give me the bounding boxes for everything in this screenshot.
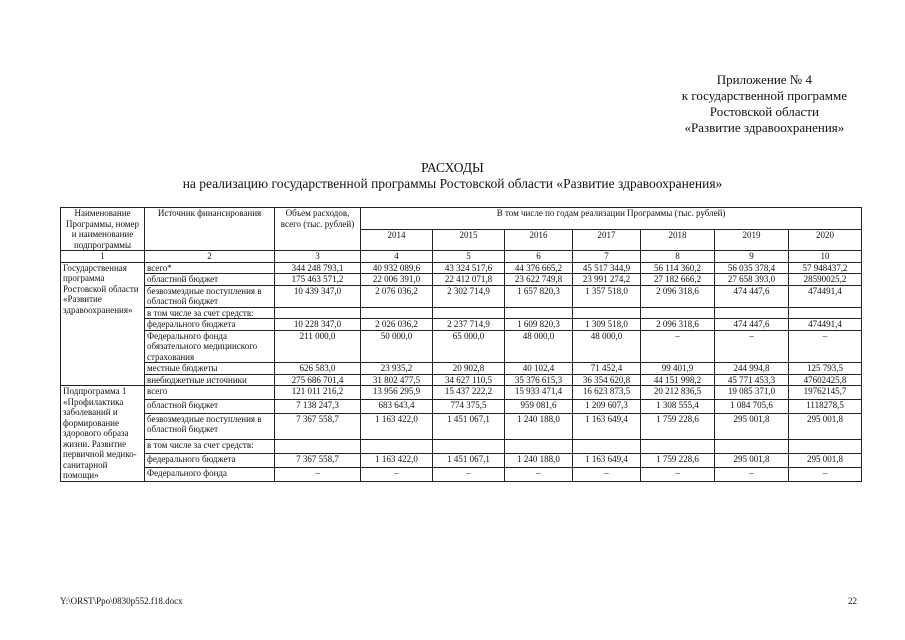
year-amount-cell: 1 163 422,0 bbox=[361, 413, 433, 439]
total-amount-cell: 211 000,0 bbox=[275, 330, 361, 363]
funding-source-cell: внебюджетные источники bbox=[145, 374, 275, 386]
column-index: 6 bbox=[505, 251, 573, 263]
year-amount-cell: 23 622 749,8 bbox=[505, 274, 573, 286]
year-amount-cell: 45 771 453,3 bbox=[715, 374, 789, 386]
year-amount-cell: 47602425,8 bbox=[789, 374, 862, 386]
year-amount-cell: 71 452,4 bbox=[573, 363, 641, 375]
year-amount-cell bbox=[573, 440, 641, 454]
table-row bbox=[61, 413, 862, 439]
header-source: Источник финансирования bbox=[145, 208, 275, 251]
header-year: 2018 bbox=[641, 229, 715, 251]
year-amount-cell: 295 001,8 bbox=[789, 453, 862, 467]
header-year: 2019 bbox=[715, 229, 789, 251]
year-amount-cell: 959 081,6 bbox=[505, 399, 573, 413]
table-row bbox=[61, 374, 862, 386]
year-amount-cell: 1 084 705,6 bbox=[715, 399, 789, 413]
expenses-table bbox=[60, 207, 862, 482]
year-amount-cell: 23 991 274,2 bbox=[573, 274, 641, 286]
year-amount-cell: 1 163 422,0 bbox=[361, 453, 433, 467]
year-amount-cell: 2 237 714,9 bbox=[433, 319, 505, 331]
table-row bbox=[61, 453, 862, 467]
year-amount-cell: 295 001,8 bbox=[789, 413, 862, 439]
funding-source-cell: Федерального фонда bbox=[145, 467, 275, 481]
funding-source-cell: в том числе за счет средств: bbox=[145, 440, 275, 454]
year-amount-cell bbox=[789, 440, 862, 454]
year-amount-cell: 57 948437,2 bbox=[789, 262, 862, 274]
year-amount-cell: 56 114 360,2 bbox=[641, 262, 715, 274]
header-year: 2014 bbox=[361, 229, 433, 251]
funding-source-cell: областной бюджет bbox=[145, 274, 275, 286]
column-index: 10 bbox=[789, 251, 862, 263]
year-amount-cell bbox=[715, 440, 789, 454]
year-amount-cell bbox=[361, 307, 433, 319]
year-amount-cell: 19 085 371,0 bbox=[715, 386, 789, 400]
year-amount-cell: 2 302 714,9 bbox=[433, 285, 505, 307]
year-amount-cell: 474 447,6 bbox=[715, 285, 789, 307]
year-amount-cell: 15 437 222,2 bbox=[433, 386, 505, 400]
year-amount-cell: 1 759 228,6 bbox=[641, 413, 715, 439]
table-row bbox=[61, 399, 862, 413]
year-amount-cell bbox=[505, 307, 573, 319]
year-amount-cell: 774 375,5 bbox=[433, 399, 505, 413]
header-year: 2017 bbox=[573, 229, 641, 251]
table-row bbox=[61, 285, 862, 307]
funding-source-cell: безвозмездные поступления в областной бюджет bbox=[145, 285, 275, 307]
year-amount-cell: 1 163 649,4 bbox=[573, 453, 641, 467]
annex-ref-program: к государственной программе bbox=[681, 88, 847, 103]
year-amount-cell: 1 759 228,6 bbox=[641, 453, 715, 467]
total-amount-cell bbox=[275, 307, 361, 319]
total-amount-cell bbox=[275, 440, 361, 454]
year-amount-cell: – bbox=[505, 467, 573, 481]
program-cell-subprogram-1: Подпрограмма 1 «Профилактика заболеваний и формирование здорового образа жизни. Развитие первичной медико-санитарной помощи» bbox=[61, 386, 145, 482]
column-index: 7 bbox=[573, 251, 641, 263]
year-amount-cell: 244 994,8 bbox=[715, 363, 789, 375]
year-amount-cell: 15 933 471,4 bbox=[505, 386, 573, 400]
total-amount-cell: 626 583,0 bbox=[275, 363, 361, 375]
column-index: 3 bbox=[275, 251, 361, 263]
year-amount-cell: 19762145,7 bbox=[789, 386, 862, 400]
year-amount-cell: 44 151 998,2 bbox=[641, 374, 715, 386]
column-index: 9 bbox=[715, 251, 789, 263]
year-amount-cell: 48 000,0 bbox=[505, 330, 573, 363]
funding-source-cell: федерального бюджета bbox=[145, 319, 275, 331]
year-amount-cell: 45 517 344,9 bbox=[573, 262, 641, 274]
header-year: 2016 bbox=[505, 229, 573, 251]
total-amount-cell: 7 367 558,7 bbox=[275, 453, 361, 467]
year-amount-cell: 1 309 518,0 bbox=[573, 319, 641, 331]
year-amount-cell: 31 802 477,5 bbox=[361, 374, 433, 386]
year-amount-cell: 1 357 518,0 bbox=[573, 285, 641, 307]
year-amount-cell: 44 376 665,2 bbox=[505, 262, 573, 274]
table-row bbox=[61, 319, 862, 331]
funding-source-cell: безвозмездные поступления в областной бюджет bbox=[145, 413, 275, 439]
annex-ref-region: Ростовской области bbox=[709, 104, 819, 119]
year-amount-cell: – bbox=[641, 330, 715, 363]
year-amount-cell: 474491,4 bbox=[789, 285, 862, 307]
year-amount-cell bbox=[433, 440, 505, 454]
funding-source-cell: всего bbox=[145, 386, 275, 400]
column-index: 1 bbox=[61, 251, 145, 263]
total-amount-cell: 7 367 558,7 bbox=[275, 413, 361, 439]
year-amount-cell: – bbox=[789, 330, 862, 363]
header-program: Наименование Программы, номер и наименование подпрограммы bbox=[61, 208, 145, 251]
year-amount-cell: – bbox=[641, 467, 715, 481]
table-row bbox=[61, 274, 862, 286]
year-amount-cell: 1 451 067,1 bbox=[433, 413, 505, 439]
total-amount-cell: 121 011 216,2 bbox=[275, 386, 361, 400]
year-amount-cell: 36 354 620,8 bbox=[573, 374, 641, 386]
funding-source-cell: областной бюджет bbox=[145, 399, 275, 413]
year-amount-cell: 48 000,0 bbox=[573, 330, 641, 363]
year-amount-cell: – bbox=[715, 330, 789, 363]
table-row bbox=[61, 440, 862, 454]
year-amount-cell: 50 000,0 bbox=[361, 330, 433, 363]
year-amount-cell: – bbox=[715, 467, 789, 481]
year-amount-cell bbox=[361, 440, 433, 454]
year-amount-cell: – bbox=[789, 467, 862, 481]
year-amount-cell: 683 643,4 bbox=[361, 399, 433, 413]
footer-file-path: Y:\ORST\Ppo\0830p552.f18.docx bbox=[60, 596, 183, 606]
total-amount-cell: 10 228 347,0 bbox=[275, 319, 361, 331]
year-amount-cell: 27 182 666,2 bbox=[641, 274, 715, 286]
document-heading bbox=[0, 160, 905, 192]
annex-header bbox=[682, 72, 847, 136]
year-amount-cell: 27 658 393,0 bbox=[715, 274, 789, 286]
total-amount-cell: 7 138 247,3 bbox=[275, 399, 361, 413]
year-amount-cell: 13 956 295,9 bbox=[361, 386, 433, 400]
year-amount-cell: 125 793,5 bbox=[789, 363, 862, 375]
year-amount-cell: 34 627 110,5 bbox=[433, 374, 505, 386]
table-body bbox=[61, 262, 862, 481]
year-amount-cell: 43 324 517,6 bbox=[433, 262, 505, 274]
total-amount-cell: 275 686 701,4 bbox=[275, 374, 361, 386]
year-amount-cell: 65 000,0 bbox=[433, 330, 505, 363]
year-amount-cell: – bbox=[573, 467, 641, 481]
total-amount-cell: 175 463 571,2 bbox=[275, 274, 361, 286]
document-title: РАСХОДЫ bbox=[421, 160, 484, 175]
funding-source-cell: местные бюджеты bbox=[145, 363, 275, 375]
year-amount-cell: 295 001,8 bbox=[715, 413, 789, 439]
column-index: 4 bbox=[361, 251, 433, 263]
table-index-row bbox=[61, 251, 862, 263]
column-index: 2 bbox=[145, 251, 275, 263]
program-cell-state-program: Государственная программа Ростовской области «Развитие здравоохранения» bbox=[61, 262, 145, 386]
year-amount-cell: 20 212 836,5 bbox=[641, 386, 715, 400]
column-index: 5 bbox=[433, 251, 505, 263]
year-amount-cell: 1 240 188,0 bbox=[505, 413, 573, 439]
header-year: 2015 bbox=[433, 229, 505, 251]
table-row bbox=[61, 307, 862, 319]
year-amount-cell: 22 412 071,8 bbox=[433, 274, 505, 286]
year-amount-cell: 2 026 036,2 bbox=[361, 319, 433, 331]
year-amount-cell: 1 240 188,0 bbox=[505, 453, 573, 467]
year-amount-cell: 99 401,9 bbox=[641, 363, 715, 375]
year-amount-cell: 35 376 615,3 bbox=[505, 374, 573, 386]
year-amount-cell: 1118278,5 bbox=[789, 399, 862, 413]
year-amount-cell: 20 902,8 bbox=[433, 363, 505, 375]
year-amount-cell: 295 001,8 bbox=[715, 453, 789, 467]
year-amount-cell bbox=[641, 440, 715, 454]
table-row bbox=[61, 262, 862, 274]
year-amount-cell bbox=[641, 307, 715, 319]
year-amount-cell: – bbox=[433, 467, 505, 481]
total-amount-cell: 344 248 793,1 bbox=[275, 262, 361, 274]
header-years-group: В том числе по годам реализации Программы (тыс. рублей) bbox=[361, 208, 862, 230]
year-amount-cell: 474 447,6 bbox=[715, 319, 789, 331]
year-amount-cell bbox=[789, 307, 862, 319]
year-amount-cell: 1 209 607,3 bbox=[573, 399, 641, 413]
year-amount-cell: 2 076 036,2 bbox=[361, 285, 433, 307]
year-amount-cell: 40 102,4 bbox=[505, 363, 573, 375]
year-amount-cell: 1 609 820,3 bbox=[505, 319, 573, 331]
funding-source-cell: Федерального фонда обязательного медицинского страхования bbox=[145, 330, 275, 363]
year-amount-cell: 1 308 555,4 bbox=[641, 399, 715, 413]
table-row bbox=[61, 386, 862, 400]
funding-source-cell: в том числе за счет средств: bbox=[145, 307, 275, 319]
year-amount-cell: 28590025,2 bbox=[789, 274, 862, 286]
annex-number: Приложение № 4 bbox=[716, 72, 812, 87]
year-amount-cell: 23 935,2 bbox=[361, 363, 433, 375]
annex-ref-name: «Развитие здравоохранения» bbox=[684, 120, 845, 135]
footer-page-number: 22 bbox=[848, 596, 857, 606]
year-amount-cell bbox=[433, 307, 505, 319]
column-index: 8 bbox=[641, 251, 715, 263]
year-amount-cell: 2 096 318,6 bbox=[641, 319, 715, 331]
year-amount-cell: 1 657 820,3 bbox=[505, 285, 573, 307]
year-amount-cell: 22 006 391,0 bbox=[361, 274, 433, 286]
table-row bbox=[61, 363, 862, 375]
year-amount-cell bbox=[715, 307, 789, 319]
funding-source-cell: всего* bbox=[145, 262, 275, 274]
year-amount-cell bbox=[573, 307, 641, 319]
year-amount-cell: – bbox=[361, 467, 433, 481]
table-row bbox=[61, 330, 862, 363]
year-amount-cell: 2 096 318,6 bbox=[641, 285, 715, 307]
year-amount-cell: 56 035 378,4 bbox=[715, 262, 789, 274]
year-amount-cell: 40 932 089,6 bbox=[361, 262, 433, 274]
total-amount-cell: – bbox=[275, 467, 361, 481]
table-row bbox=[61, 467, 862, 481]
document-subtitle: на реализацию государственной программы Ростовской области «Развитие здравоохранения» bbox=[182, 176, 723, 191]
year-amount-cell bbox=[505, 440, 573, 454]
funding-source-cell: федерального бюджета bbox=[145, 453, 275, 467]
year-amount-cell: 16 623 873,5 bbox=[573, 386, 641, 400]
header-year: 2020 bbox=[789, 229, 862, 251]
total-amount-cell: 10 439 347,0 bbox=[275, 285, 361, 307]
year-amount-cell: 474491,4 bbox=[789, 319, 862, 331]
header-total: Объем расходов, всего (тыс. рублей) bbox=[275, 208, 361, 251]
table-header-row bbox=[61, 208, 862, 230]
year-amount-cell: 1 451 067,1 bbox=[433, 453, 505, 467]
year-amount-cell: 1 163 649,4 bbox=[573, 413, 641, 439]
